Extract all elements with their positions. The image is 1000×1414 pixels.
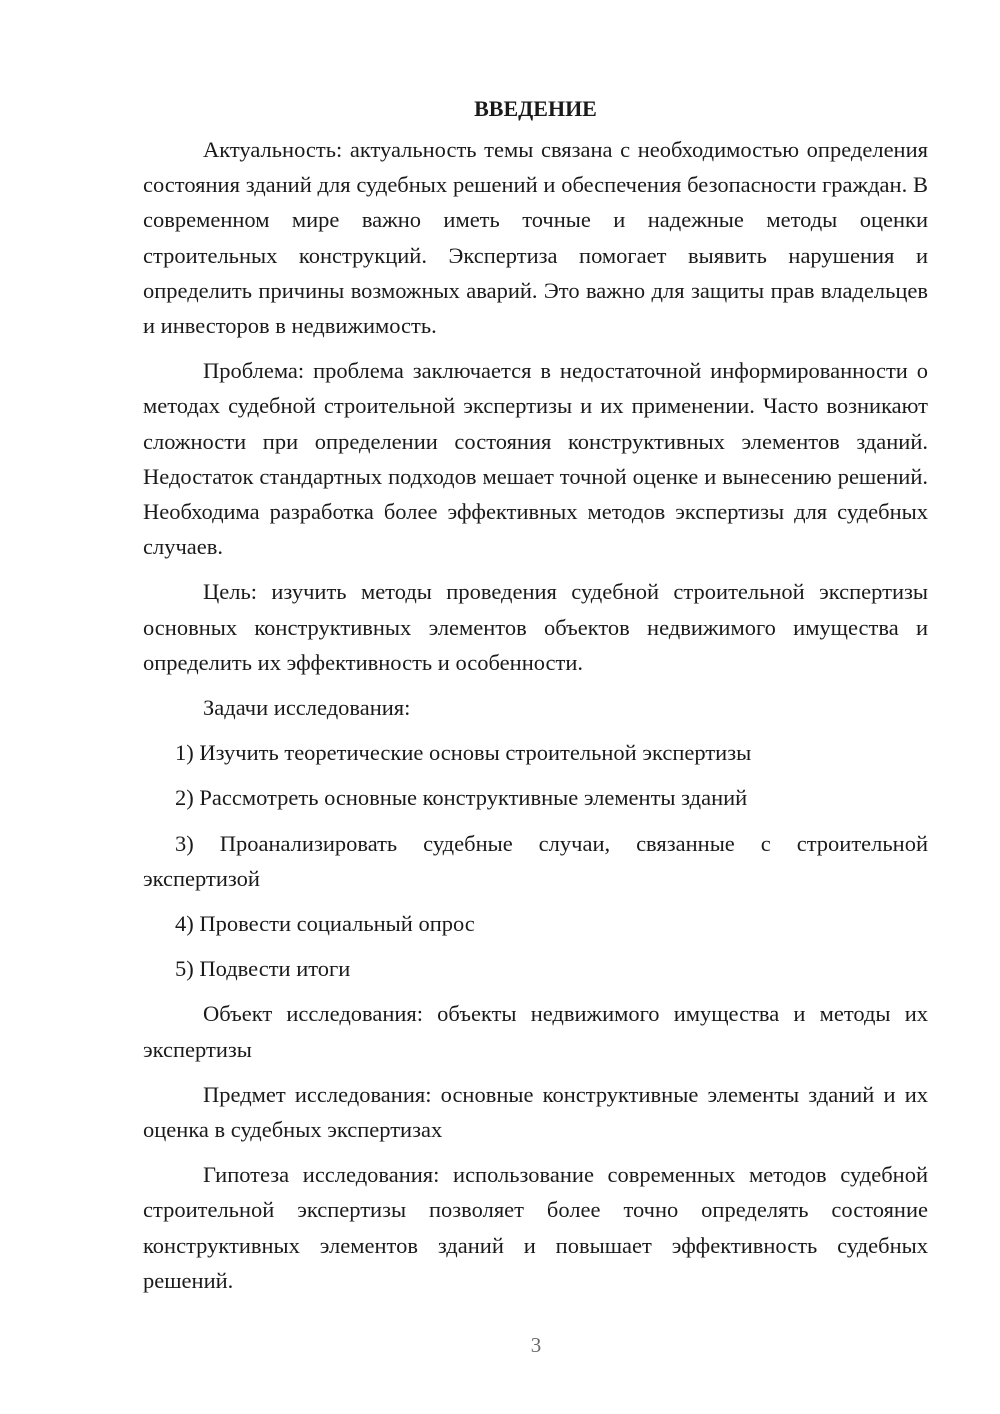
paragraph-tasks-heading: Задачи исследования: bbox=[203, 695, 411, 721]
list-item: 1) Изучить теоретические основы строительной экспертизы bbox=[175, 740, 752, 766]
list-item: 2) Рассмотреть основные конструктивные элементы зданий bbox=[175, 785, 748, 811]
section-title: ВВЕДЕНИЕ bbox=[474, 96, 597, 121]
paragraph-goal: Цель: изучить методы проведения судебной строительной экспертизы основных конструктивных элементов объектов недвижимого имущества и определить их эффективность и особенности. bbox=[143, 579, 928, 675]
paragraph-relevance: Актуальность: актуальность темы связана с необходимостью определения состояния зданий для судебных решений и обеспечения безопасности граждан. В современном мире важно иметь точные и надежные методы оценки строительных конструкций. Экспертиза помогает выявить нарушения и определить причины возможных аварий. Это важно для защиты прав владельцев и инвесторов в недвижимость. bbox=[143, 137, 928, 339]
list-item: 3) Проанализировать судебные случаи, связанные с строительной экспертизой bbox=[143, 830, 928, 891]
page-number: 3 bbox=[530, 1333, 542, 1357]
paragraph-subject: Предмет исследования: основные конструктивные элементы зданий и их оценка в судебных экспертизах bbox=[143, 1081, 928, 1143]
list-item: 5) Подвести итоги bbox=[175, 956, 351, 982]
list-item: 4) Провести социальный опрос bbox=[175, 911, 475, 937]
paragraph-problem: Проблема: проблема заключается в недостаточной информированности о методах судебной строительной экспертизы и их применении. Часто возникают сложности при определении состояния конструктивных элементов зданий. Недостаток стандартных подходов мешает точной оценке и вынесению решений. Необходима разработка более эффективных методов экспертизы для судебных случаев. bbox=[143, 358, 928, 560]
page-content bbox=[143, 92, 928, 1298]
paragraph-object: Объект исследования: объекты недвижимого имущества и методы их экспертизы bbox=[143, 1001, 928, 1062]
paragraph-hypothesis: Гипотеза исследования: использование современных методов судебной строительной экспертизы позволяет более точно определять состояние конструктивных элементов зданий и повышает эффективность судебных решений. bbox=[143, 1162, 928, 1293]
